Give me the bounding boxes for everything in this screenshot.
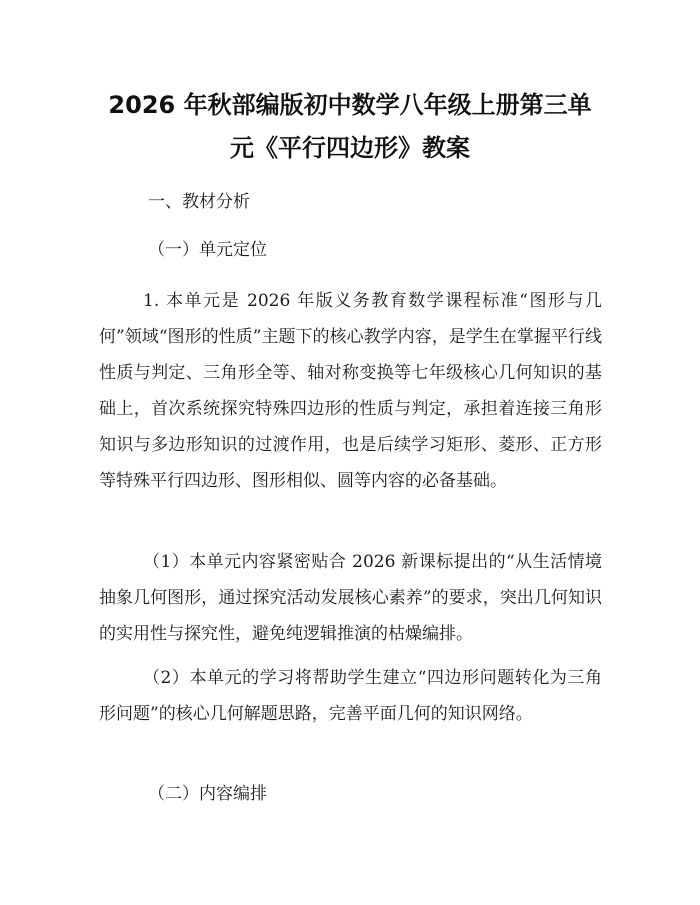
document-title-line-2: 元《平行四边形》教案	[230, 134, 470, 162]
subsection-heading-content-arrangement: （二）内容编排	[148, 784, 267, 804]
paragraph-point-1: （1）本单元内容紧密贴合 2026 新课标提出的“从生活情境抽象几何图形，通过探究活动发展核心素养”的要求，突出几何知识的实用性与探究性，避免纯逻辑推演的枯燥编排。	[99, 552, 602, 644]
subsection-heading-unit-positioning: （一）单元定位	[148, 240, 267, 260]
paragraph-unit-positioning: 1. 本单元是 2026 年版义务教育数学课程标准“图形与几何”领域“图形的性质”主题下的核心教学内容，是学生在掌握平行线性质与判定、三角形全等、轴对称变换等七年级核心几何知识的基础上，首次系统探究特殊四边形的性质与判定，承担着连接三角形知识与多边形知识的过渡作用，也是后续学习矩形、菱形、正方形等特殊平行四边形、图形相似、圆等内容的必备基础。	[99, 291, 602, 491]
section-heading-textbook-analysis: 一、教材分析	[148, 192, 250, 212]
document-title-line-1: 2026 年秋部编版初中数学八年级上册第三单	[108, 91, 592, 119]
paragraph-point-2: （2）本单元的学习将帮助学生建立“四边形问题转化为三角形问题”的核心几何解题思路，完善平面几何的知识网络。	[99, 668, 602, 724]
